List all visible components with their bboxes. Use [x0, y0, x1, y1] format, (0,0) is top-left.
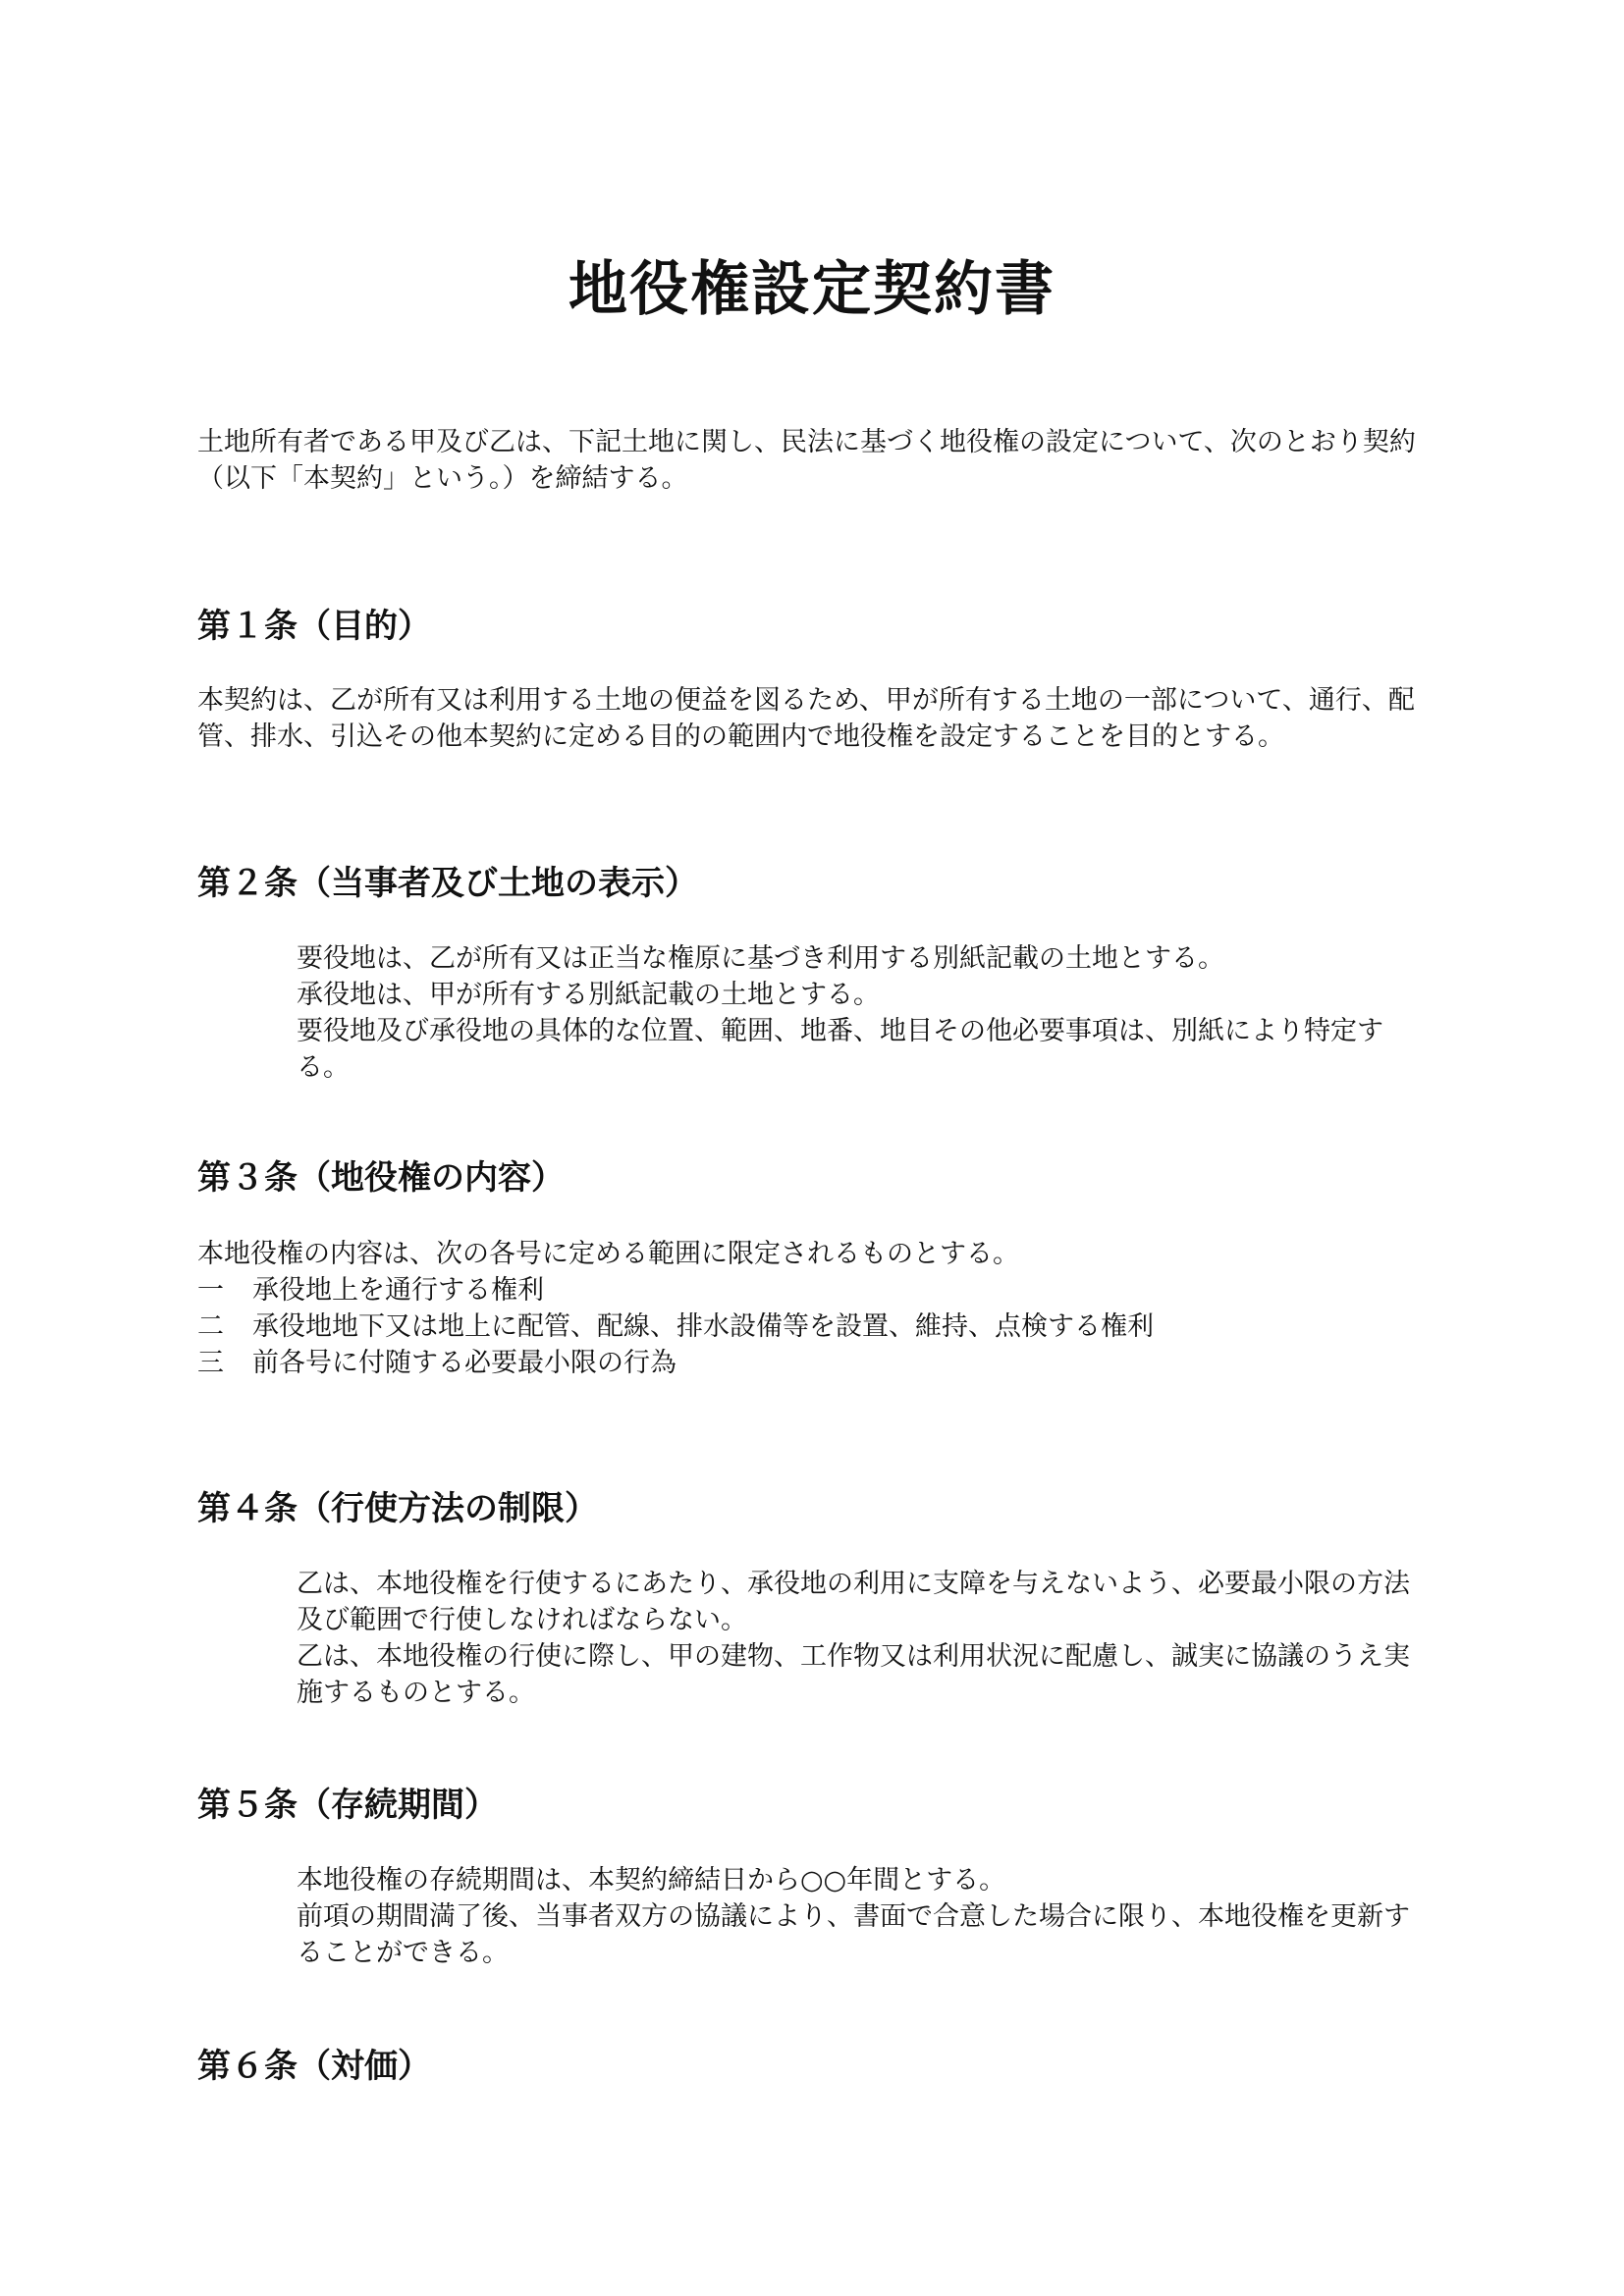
document-title: 地役権設定契約書: [568, 255, 1056, 324]
article-1-body: 本契約は、乙が所有又は利用する土地の便益を図るため、甲が所有する土地の一部について、通行、配管、排水、引込その他本契約に定める目的の範囲内で地役権を設定することを目的とする。: [197, 685, 1415, 752]
article-4-paragraph-2: 乙は、本地役権の行使に際し、甲の建物、工作物又は利用状況に配慮し、誠実に協議のうえ実施するものとする。: [297, 1641, 1410, 1708]
article-3-heading: 第３条（地役権の内容）: [197, 1158, 565, 1198]
article-2-paragraph-1: 要役地は、乙が所有又は正当な権原に基づき利用する別紙記載の土地とする。: [297, 943, 1224, 974]
item-number: 一: [197, 1275, 224, 1306]
article-5-body: [297, 1862, 1426, 1971]
preamble: 土地所有者である甲及び乙は、下記土地に関し、民法に基づく地役権の設定について、次のとおり契約（以下「本契約」という。）を締結する。: [197, 427, 1416, 494]
article-6-heading: 第６条（対価）: [197, 2047, 431, 2086]
article-5-paragraph-2: 前項の期間満了後、当事者双方の協議により、書面で合意した場合に限り、本地役権を更新することができる。: [297, 1901, 1410, 1968]
item-number: 二: [197, 1311, 224, 1342]
article-2-body: [297, 940, 1426, 1086]
item-text: 承役地地下又は地上に配管、配線、排水設備等を設置、維持、点検する権利: [252, 1311, 1154, 1342]
article-3-item-3: [197, 1345, 1425, 1381]
article-5-heading: 第５条（存続期間）: [197, 1786, 498, 1825]
article-4-body: [297, 1566, 1426, 1711]
article-3-item-2: [197, 1308, 1425, 1345]
item-text: 前各号に付随する必要最小限の行為: [252, 1348, 677, 1378]
article-2-paragraph-2: 承役地は、甲が所有する別紙記載の土地とする。: [297, 980, 880, 1010]
article-2-heading: 第２条（当事者及び土地の表示）: [197, 864, 698, 903]
article-4-paragraph-1: 乙は、本地役権を行使するにあたり、承役地の利用に支障を与えないよう、必要最小限の方法及び範囲で行使しなければならない。: [297, 1569, 1410, 1635]
article-1-heading: 第１条（目的）: [197, 607, 431, 646]
article-3-item-1: [197, 1272, 1425, 1308]
article-3-intro: 本地役権の内容は、次の各号に定める範囲に限定されるものとする。: [197, 1239, 1019, 1269]
article-4-heading: 第４条（行使方法の制限）: [197, 1489, 598, 1528]
article-5-paragraph-1: 本地役権の存続期間は、本契約締結日から○○年間とする。: [297, 1865, 1006, 1896]
item-text: 承役地上を通行する権利: [252, 1275, 544, 1306]
item-number: 三: [197, 1348, 224, 1378]
article-3-body: [197, 1236, 1425, 1381]
article-2-paragraph-3: 要役地及び承役地の具体的な位置、範囲、地番、地目その他必要事項は、別紙により特定する。: [297, 1016, 1383, 1083]
